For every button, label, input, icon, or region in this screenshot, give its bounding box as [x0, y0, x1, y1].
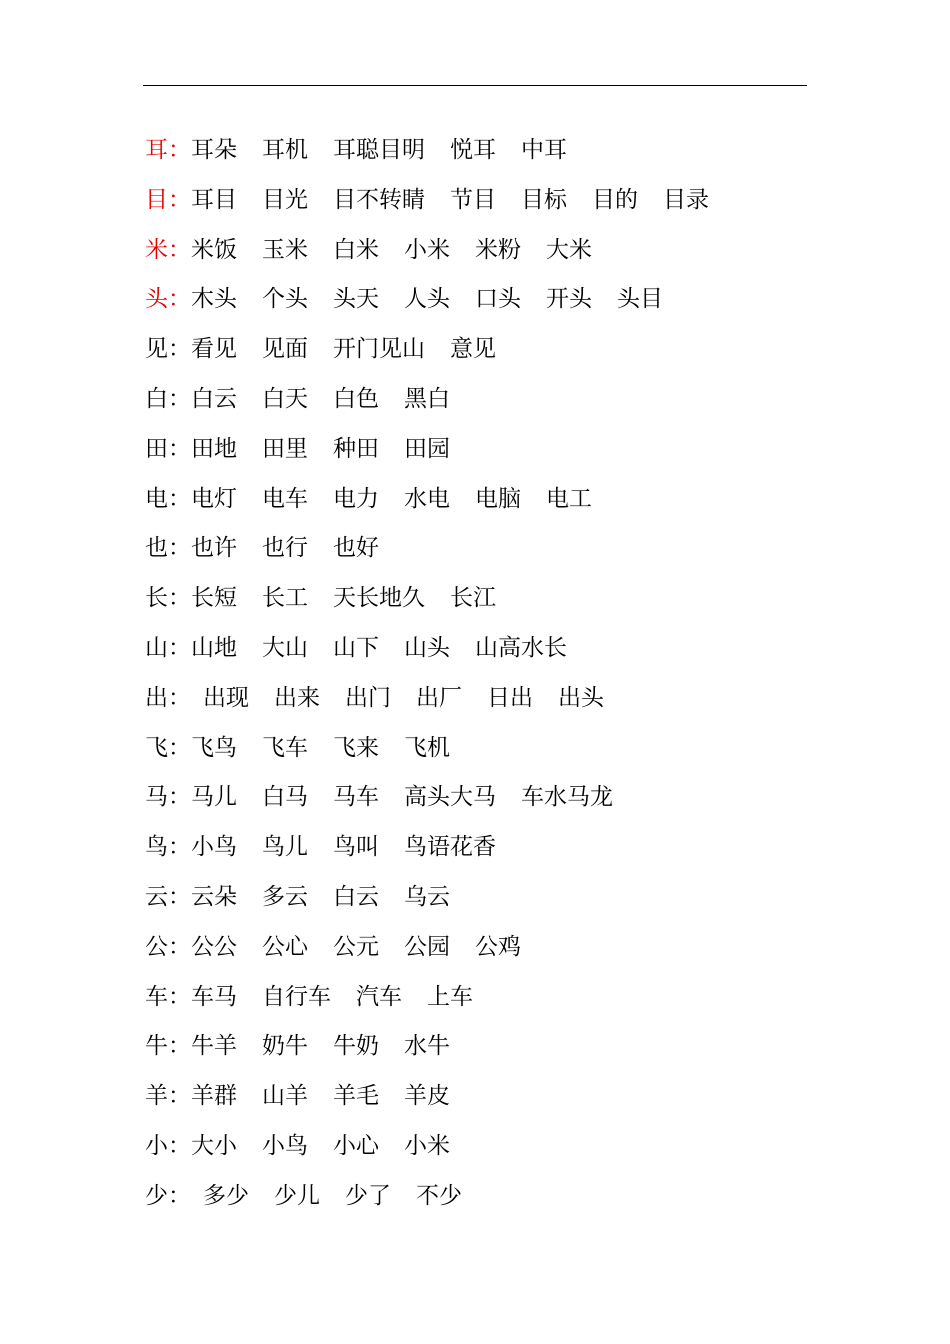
word-row: [145, 126, 845, 176]
word-item: 头目: [617, 286, 663, 313]
word-item: 目标: [521, 186, 567, 213]
word-item: 上车: [427, 983, 473, 1010]
row-character: 出: [145, 684, 168, 711]
word-item: 山地: [191, 634, 237, 661]
word-row: [145, 275, 845, 325]
word-row: [145, 475, 845, 525]
row-colon: ：: [168, 186, 191, 213]
row-character: 见: [145, 336, 168, 363]
word-item: 口头: [475, 286, 521, 313]
row-character: 羊: [145, 1083, 168, 1110]
row-colon: ：: [168, 1182, 191, 1209]
word-item: 少了: [345, 1182, 391, 1209]
word-item: 羊毛: [333, 1083, 379, 1110]
row-colon: ：: [168, 734, 191, 761]
row-character: 车: [145, 983, 168, 1010]
row-colon: ：: [168, 236, 191, 263]
word-item: 白云: [191, 385, 237, 412]
word-item: 木头: [191, 286, 237, 313]
word-item: 电车: [262, 485, 308, 512]
word-item: 米粉: [475, 236, 521, 263]
row-character: 牛: [145, 1033, 168, 1060]
word-item: 大小: [191, 1132, 237, 1159]
row-colon: ：: [168, 1132, 191, 1159]
row-colon: ：: [168, 883, 191, 910]
word-item: 种田: [333, 435, 379, 462]
word-item: 电脑: [475, 485, 521, 512]
word-item: 也行: [262, 535, 308, 562]
word-item: 目不转睛: [333, 186, 425, 213]
word-item: 电灯: [191, 485, 237, 512]
word-row: [145, 624, 845, 674]
word-item: 看见: [191, 336, 237, 363]
word-item: 大山: [262, 634, 308, 661]
word-item: 自行车: [262, 983, 331, 1010]
word-row: [145, 1122, 845, 1172]
row-colon: ：: [168, 684, 191, 711]
row-colon: ：: [168, 336, 191, 363]
word-item: 米饭: [191, 236, 237, 263]
word-item: 云朵: [191, 883, 237, 910]
word-item: 中耳: [521, 137, 567, 163]
word-item: 羊群: [191, 1083, 237, 1110]
word-item: 羊皮: [404, 1083, 450, 1110]
row-colon: ：: [168, 834, 191, 861]
header-rule: [143, 85, 807, 86]
word-item: 开门见山: [333, 336, 425, 363]
row-character: 电: [145, 485, 168, 512]
word-item: 公心: [262, 933, 308, 960]
word-item: 出厂: [416, 684, 462, 711]
word-item: 公园: [404, 933, 450, 960]
word-item: 山下: [333, 634, 379, 661]
word-item: 人头: [404, 286, 450, 313]
row-colon: ：: [168, 435, 191, 462]
word-item: 出来: [274, 684, 320, 711]
word-item: 飞机: [404, 734, 450, 761]
word-item: 电工: [546, 485, 592, 512]
word-item: 长江: [450, 585, 496, 612]
word-item: 公公: [191, 933, 237, 960]
word-row: [145, 973, 845, 1023]
word-item: 白米: [333, 236, 379, 263]
word-item: 小鸟: [262, 1132, 308, 1159]
word-item: 玉米: [262, 236, 308, 263]
word-item: 白马: [262, 784, 308, 811]
word-item: 水牛: [404, 1033, 450, 1060]
word-item: 耳朵: [191, 137, 237, 163]
row-character: 头: [145, 286, 168, 313]
row-character: 小: [145, 1132, 168, 1159]
word-item: 白云: [333, 883, 379, 910]
row-colon: ：: [168, 634, 191, 661]
word-item: 汽车: [356, 983, 402, 1010]
word-item: 飞来: [333, 734, 379, 761]
word-item: 乌云: [404, 883, 450, 910]
row-colon: ：: [168, 1083, 191, 1110]
word-item: 大米: [546, 236, 592, 263]
word-item: 白天: [262, 385, 308, 412]
word-item: 头天: [333, 286, 379, 313]
word-item: 长工: [262, 585, 308, 612]
row-colon: ：: [168, 1033, 191, 1060]
word-item: 小心: [333, 1132, 379, 1159]
word-item: 鸟语花香: [404, 834, 496, 861]
word-item: 小鸟: [191, 834, 237, 861]
word-row: [145, 375, 845, 425]
word-item: 飞鸟: [191, 734, 237, 761]
word-item: 车马: [191, 983, 237, 1010]
row-character: 山: [145, 634, 168, 661]
word-item: 小米: [404, 236, 450, 263]
word-item: 目的: [592, 186, 638, 213]
word-item: 小米: [404, 1132, 450, 1159]
row-colon: ：: [168, 983, 191, 1010]
word-row: [145, 1072, 845, 1122]
row-colon: ：: [168, 385, 191, 412]
word-item: 出头: [558, 684, 604, 711]
word-item: 多云: [262, 883, 308, 910]
word-row: [145, 823, 845, 873]
row-colon: ：: [168, 585, 191, 612]
word-item: 意见: [450, 336, 496, 363]
word-item: 山头: [404, 634, 450, 661]
word-item: 白色: [333, 385, 379, 412]
word-row: [145, 425, 845, 475]
word-item: 牛羊: [191, 1033, 237, 1060]
row-colon: ：: [168, 535, 191, 562]
word-item: 鸟儿: [262, 834, 308, 861]
word-row: [145, 724, 845, 774]
word-item: 少儿: [274, 1182, 320, 1209]
word-row: [145, 1172, 845, 1222]
row-character: 马: [145, 784, 168, 811]
word-item: 出门: [345, 684, 391, 711]
word-item: 耳聪目明: [333, 137, 425, 163]
word-item: 马车: [333, 784, 379, 811]
word-item: 出现: [203, 684, 249, 711]
word-item: 黑白: [404, 385, 450, 412]
word-item: 鸟叫: [333, 834, 379, 861]
word-item: 天长地久: [333, 585, 425, 612]
word-item: 飞车: [262, 734, 308, 761]
row-colon: ：: [168, 784, 191, 811]
word-row: [145, 574, 845, 624]
word-item: 多少: [203, 1182, 249, 1209]
word-row: [145, 226, 845, 276]
word-item: 水电: [404, 485, 450, 512]
row-character: 云: [145, 883, 168, 910]
word-row: [145, 176, 845, 226]
row-character: 飞: [145, 734, 168, 761]
row-character: 耳: [145, 137, 168, 163]
word-item: 长短: [191, 585, 237, 612]
word-item: 悦耳: [450, 137, 496, 163]
word-item: 目光: [262, 186, 308, 213]
word-item: 公元: [333, 933, 379, 960]
word-row: [145, 325, 845, 375]
word-row: [145, 923, 845, 973]
word-item: 田里: [262, 435, 308, 462]
word-item: 田园: [404, 435, 450, 462]
word-item: 山羊: [262, 1083, 308, 1110]
word-item: 节目: [450, 186, 496, 213]
word-item: 耳机: [262, 137, 308, 163]
word-item: 公鸡: [475, 933, 521, 960]
row-colon: ：: [168, 137, 191, 163]
word-row: [145, 524, 845, 574]
row-character: 田: [145, 435, 168, 462]
word-item: 目录: [663, 186, 709, 213]
word-item: 开头: [546, 286, 592, 313]
row-character: 长: [145, 585, 168, 612]
row-character: 米: [145, 236, 168, 263]
word-item: 日出: [487, 684, 533, 711]
word-item: 也许: [191, 535, 237, 562]
word-item: 高头大马: [404, 784, 496, 811]
row-colon: ：: [168, 485, 191, 512]
word-item: 奶牛: [262, 1033, 308, 1060]
word-item: 见面: [262, 336, 308, 363]
row-character: 公: [145, 933, 168, 960]
row-colon: ：: [168, 286, 191, 313]
word-item: 车水马龙: [521, 784, 613, 811]
row-character: 目: [145, 186, 168, 213]
row-character: 鸟: [145, 834, 168, 861]
row-character: 也: [145, 535, 168, 562]
word-item: 田地: [191, 435, 237, 462]
word-item: 耳目: [191, 186, 237, 213]
word-row: [145, 773, 845, 823]
word-item: 也好: [333, 535, 379, 562]
row-character: 白: [145, 385, 168, 412]
row-colon: ：: [168, 933, 191, 960]
word-row: [145, 1022, 845, 1072]
word-item: 个头: [262, 286, 308, 313]
word-item: 马儿: [191, 784, 237, 811]
word-list: [145, 126, 845, 1222]
word-item: 不少: [416, 1182, 462, 1209]
row-character: 少: [145, 1182, 168, 1209]
word-item: 山高水长: [475, 634, 567, 661]
word-item: 牛奶: [333, 1033, 379, 1060]
word-row: [145, 873, 845, 923]
word-row: [145, 674, 845, 724]
word-item: 电力: [333, 485, 379, 512]
